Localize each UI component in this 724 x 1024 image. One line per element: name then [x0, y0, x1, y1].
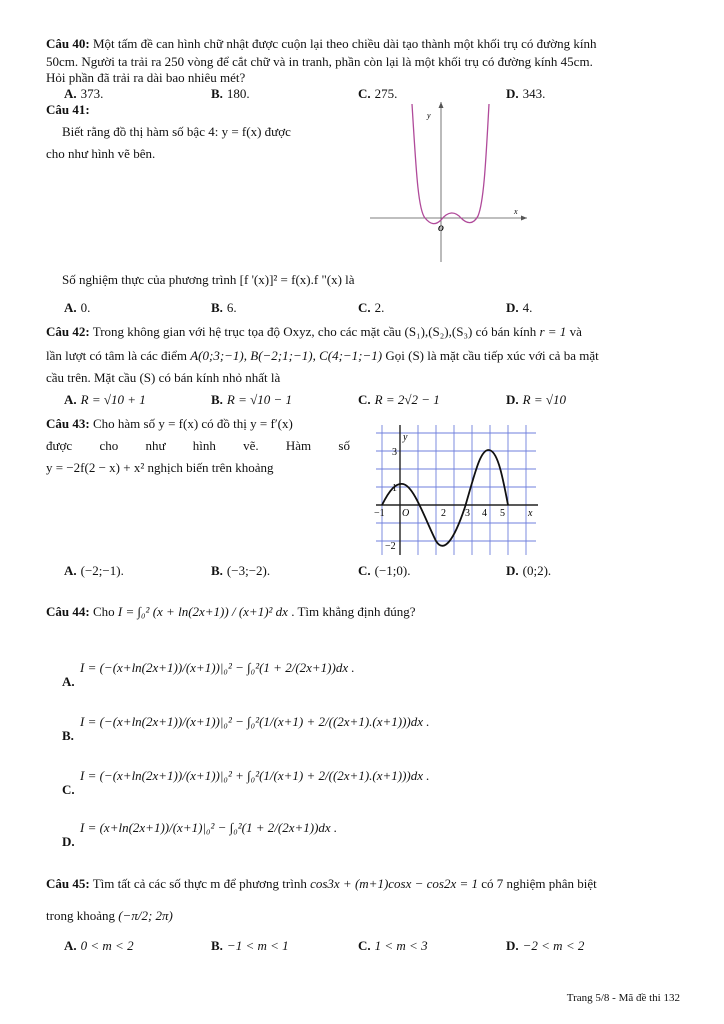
q43-option-b[interactable] [211, 563, 270, 579]
q43-xtick-5: 5 [500, 508, 505, 519]
q45-label: Câu 45: [46, 876, 90, 891]
q43-axis-y-label: y [403, 432, 408, 443]
q45-option-c[interactable] [358, 938, 428, 954]
q45-equation: cos3x + (m+1)cosx − cos2x = 1 [310, 876, 479, 891]
q42-option-c[interactable] [358, 392, 440, 408]
option-label: B. [62, 728, 74, 743]
option-value: (−1;0). [374, 563, 411, 578]
option-value: I = (−(x+ln(2x+1))/(x+1))|₀² − ∫₀²(1 + 2/(2x+1))dx . [80, 660, 355, 675]
option-value: 2. [374, 300, 385, 315]
q41-curve [412, 104, 489, 224]
option-value: 180. [226, 86, 250, 101]
q42-text2b: Gọi (S) là mặt cầu tiếp xúc với cả ba mặt [385, 348, 599, 363]
option-label: D. [506, 938, 519, 953]
q43-option-d[interactable] [506, 563, 551, 579]
option-value: 275. [374, 86, 398, 101]
q45-text2: trong khoảng [46, 908, 115, 923]
q40-option-a[interactable] [64, 86, 103, 102]
q43-graph [370, 423, 542, 557]
q43-text3: nghịch biến trên khoảng [147, 460, 274, 475]
q45-line2 [46, 908, 173, 924]
q45-text1b: có 7 nghiệm phân biệt [481, 876, 597, 891]
q41-line1 [62, 124, 291, 140]
q43-curve [382, 450, 508, 546]
q44-text-a: Cho [92, 604, 115, 619]
q40-line1 [46, 36, 596, 52]
q41-question-a: Số nghiệm thực của phương trình [62, 272, 237, 287]
option-label: C. [358, 563, 371, 578]
q41-option-b[interactable] [211, 300, 237, 316]
option-value: 4. [522, 300, 533, 315]
q43-ytick-1: 1 [392, 483, 397, 494]
q43-xtick-neg1: −1 [374, 508, 385, 519]
q42-text3: cầu trên. Mặt cầu (S) có bán kính nhỏ nhất là [46, 370, 281, 385]
q40-text1: Một tấm đề can hình chữ nhật được cuộn lại theo chiều dài tạo thành một khối trụ có đường kính [92, 36, 597, 51]
q43-text1a: Cho hàm số [92, 416, 156, 431]
option-label: C. [358, 392, 371, 407]
option-label: B. [211, 392, 223, 407]
q43-f3: y = −2f(2 − x) + x² [46, 460, 145, 475]
option-value: 0 < m < 2 [80, 938, 134, 953]
option-value: −2 < m < 2 [522, 938, 585, 953]
q41-axis-y-label: y [427, 111, 431, 120]
q45-option-d[interactable] [506, 938, 584, 954]
q42-label: Câu 42: [46, 324, 90, 339]
option-label: A. [62, 674, 75, 689]
option-value: R = 2√2 − 1 [374, 392, 440, 407]
option-label: A. [64, 300, 77, 315]
option-label: A. [64, 563, 77, 578]
q42-spheres: (S₁),(S₂),(S₃) [404, 324, 473, 339]
option-label: A. [64, 392, 77, 407]
q44-label: Câu 44: [46, 604, 90, 619]
q43-option-c[interactable] [358, 563, 411, 579]
option-label: C. [358, 300, 371, 315]
option-value: 0. [80, 300, 91, 315]
q43-axis-x-label: x [528, 508, 533, 519]
q41-equation: [f '(x)]² = f(x).f "(x) [239, 272, 342, 287]
q43-label: Câu 43: [46, 416, 90, 431]
option-value: 6. [226, 300, 237, 315]
option-value: R = √10 + 1 [80, 392, 146, 407]
q40-option-b[interactable] [211, 86, 250, 102]
q41-question-b: là [345, 272, 355, 287]
q42-line2 [46, 348, 599, 364]
q45-text1a: Tìm tất cả các số thực m để phương trình [92, 876, 307, 891]
q45-line1 [46, 876, 597, 892]
option-label: C. [62, 782, 75, 797]
option-value: R = √10 [522, 392, 566, 407]
q43-ytick-3: 3 [392, 447, 397, 458]
option-label: D. [62, 834, 75, 849]
q43-option-a[interactable] [64, 563, 124, 579]
q43-f2: y = f′(x) [250, 416, 293, 431]
option-value: I = (−(x+ln(2x+1))/(x+1))|₀² + ∫₀²(1/(x+1) + 2/((2x+1).(x+1)))dx . [80, 768, 430, 783]
q45-option-b[interactable] [211, 938, 289, 954]
option-value: (−2;−1). [80, 563, 124, 578]
q44-integral: I = ∫₀² (x + ln(2x+1)) / (x+1)² dx [117, 604, 288, 619]
q43-ytick-neg2: −2 [385, 541, 396, 552]
q41-x-arrow [521, 216, 527, 221]
option-value: (−3;−2). [226, 563, 271, 578]
q43-f1: y = f(x) [158, 416, 199, 431]
option-value: R = √10 − 1 [226, 392, 293, 407]
q41-option-d[interactable] [506, 300, 532, 316]
q43-xtick-2: 2 [441, 508, 446, 519]
option-label: B. [211, 300, 223, 315]
page-footer: Trang 5/8 - Mã đề thi 132 [566, 992, 680, 1004]
q41-label: Câu 41: [46, 102, 90, 117]
q41-question [62, 272, 355, 288]
q43-xtick-3: 3 [465, 508, 470, 519]
q44-text-b: . Tìm khẳng định đúng? [291, 604, 416, 619]
q43-origin-label: O [402, 508, 410, 519]
q43-xtick-4: 4 [482, 508, 487, 519]
option-value: I = (x+ln(2x+1))/(x+1)|₀² − ∫₀²(1 + 2/(2x+1))dx . [80, 820, 338, 835]
option-label: D. [506, 86, 519, 101]
q41-option-a[interactable] [64, 300, 90, 316]
option-value: 1 < m < 3 [374, 938, 428, 953]
q43-line3 [46, 460, 273, 476]
q41-option-c[interactable] [358, 300, 384, 316]
q42-option-d[interactable] [506, 392, 566, 408]
q41-origin-label: O [438, 224, 444, 233]
q42-text2a: lần lượt có tâm là các điểm [46, 348, 187, 363]
q43-text2: được cho như hình vẽ. Hàm số [46, 438, 350, 453]
q43-line1 [46, 416, 293, 432]
option-value: −1 < m < 1 [226, 938, 289, 953]
q41-text1a: Biết rằng đồ thị hàm số bậc 4: [62, 124, 219, 139]
q41-text1b: được [264, 124, 291, 139]
q41-y-arrow [439, 102, 444, 108]
q41-formula: y = f(x) [221, 124, 262, 139]
q42-text1b: có bán kính [475, 324, 537, 339]
option-label: D. [506, 563, 519, 578]
option-label: A. [64, 938, 77, 953]
option-label: C. [358, 938, 371, 953]
option-label: D. [506, 300, 519, 315]
option-value: I = (−(x+ln(2x+1))/(x+1))|₀² − ∫₀²(1/(x+1) + 2/((2x+1).(x+1)))dx . [80, 714, 430, 729]
q42-radius: r = 1 [539, 324, 567, 339]
option-label: C. [358, 86, 371, 101]
option-label: B. [211, 563, 223, 578]
q45-interval: (−π/2; 2π) [118, 908, 173, 923]
option-label: B. [211, 938, 223, 953]
q45-option-a[interactable] [64, 938, 134, 954]
q44-line1 [46, 604, 416, 620]
q41-text2: cho như hình vẽ bên. [46, 146, 156, 161]
q41-graph [365, 98, 530, 264]
option-label: D. [506, 392, 519, 407]
option-value: 373. [80, 86, 104, 101]
q42-points: A(0;3;−1), B(−2;1;−1), C(4;−1;−1) [190, 348, 383, 363]
option-label: B. [211, 86, 223, 101]
q42-option-a[interactable] [64, 392, 146, 408]
q41-axis-x-label: x [514, 207, 518, 216]
option-label: A. [64, 86, 77, 101]
q42-text1a: Trong không gian với hệ trục tọa độ Oxyz, cho các mặt cầu [92, 324, 402, 339]
q40-text3: Hỏi phần đã trải ra dài bao nhiêu mét? [46, 70, 246, 85]
q42-text1c: và [569, 324, 582, 339]
option-value: 343. [522, 86, 546, 101]
q43-text1b: có đồ thị [201, 416, 247, 431]
q42-option-b[interactable] [211, 392, 292, 408]
option-value: (0;2). [522, 563, 552, 578]
q42-line1 [46, 324, 582, 340]
q40-label: Câu 40: [46, 36, 90, 51]
q40-text2: 50cm. Người ta trải ra 250 vòng để cắt chữ và in tranh, phần còn lại là một khối trụ có đường kính 45cm. [46, 54, 593, 69]
